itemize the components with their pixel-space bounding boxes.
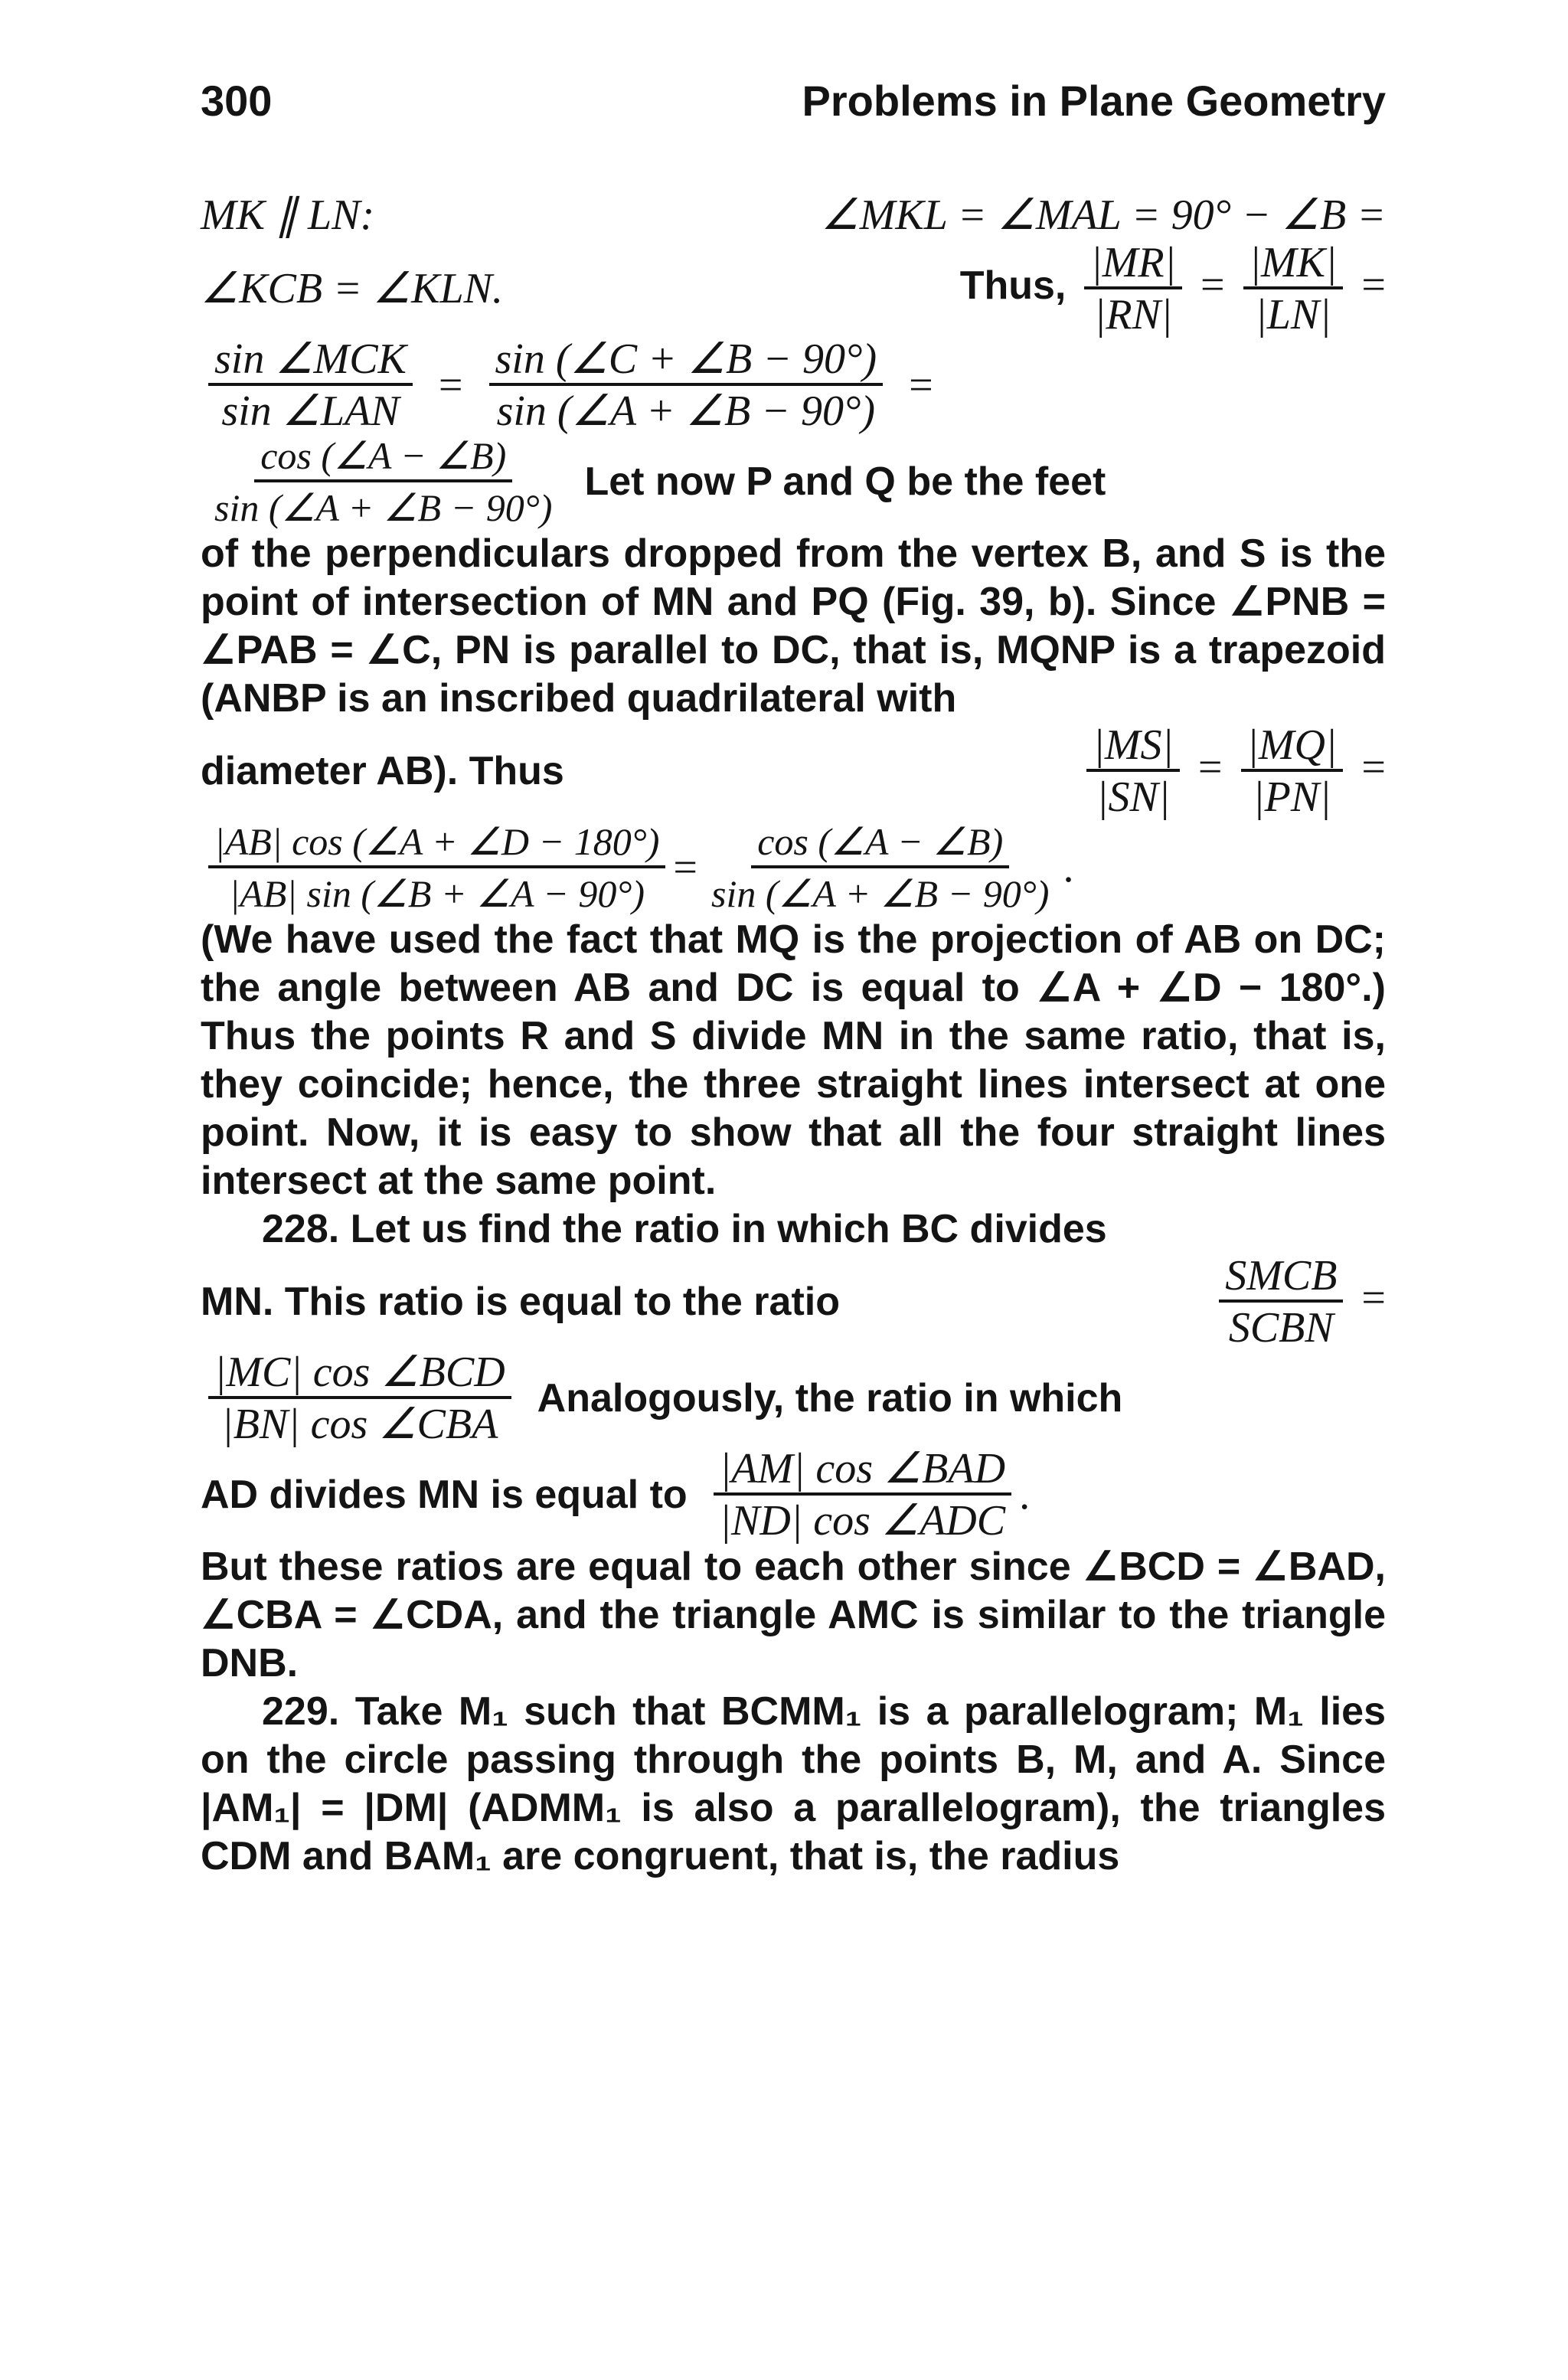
fraction-sin-mck: $\frac{\text{sin ∠MCK}}{\text{sin ∠LAN}}$	[208, 337, 413, 433]
eq4-text: Let now P and Q be the feet	[584, 459, 1106, 504]
eq7-text: MN. This ratio is equal to the ratio	[201, 1280, 840, 1324]
eq2-lhs: ∠KCB = ∠KLN.	[201, 265, 503, 312]
fraction-ab-cos: $\frac{|AB| \cos (\angle A + \angle D - 180^\circ)}{|AB| \sin (\angle B + \angle A - 90^\circ)}$	[208, 819, 665, 916]
running-title: Problems in Plane Geometry	[802, 77, 1386, 125]
fraction-am-nd: $\frac{\text{|AM| cos ∠BAD}}{\text{|ND| cos ∠ADC}}$	[714, 1447, 1011, 1543]
equation-line-3: $\frac{\text{sin ∠MCK}}{\text{sin ∠LAN}}$ = $\frac{\sin (\angle C + \angle B - 90^\circ)}{\sin (\angle A + \angle B - 90^\circ)}$ =	[201, 337, 1386, 433]
paragraph-1: of the perpendiculars dropped from the vertex B, and S is the point of intersection of MN and PQ (Fig. 39, b). Since ∠PNB = ∠PAB = ∠C, PN is parallel to DC, that is, MQNP is a trapezoid (ANBP is an inscribed quadrilateral with	[201, 531, 1386, 721]
fraction-s-mcb-cbn: $\frac{\text{SMCB}}{\text{SCBN}}$	[1219, 1254, 1343, 1350]
page-header	[201, 77, 1386, 130]
fraction-mq-pn: $\frac{|MQ|}{|PN|}$	[1241, 723, 1344, 819]
equation-line-7: MN. This ratio is equal to the ratio $\frac{\text{SMCB}}{\text{SCBN}}$ =	[201, 1252, 1386, 1352]
equation-line-8	[201, 1350, 1386, 1447]
fraction-cos-over-sin: $\frac{\cos (\angle A - \angle B)}{\sin (\angle A + \angle B - 90^\circ)}$	[711, 820, 1050, 915]
eq9-text: AD divides MN is equal to	[201, 1473, 688, 1517]
eq2-thus: Thus,	[959, 263, 1067, 308]
equation-line-9: AD divides MN is equal to $\frac{\text{|AM| cos ∠BAD}}{\text{|ND| cos ∠ADC}}$ .	[201, 1445, 1031, 1545]
eq8-text: Analogously, the ratio in which	[537, 1376, 1123, 1420]
fraction-cos-a-b: $\frac{\cos (\angle A - \angle B)}{\sin (\angle A + \angle B - 90^\circ)}$	[214, 434, 553, 529]
fraction-mr-rn: $\frac{|MR|}{|RN|}$	[1084, 240, 1182, 337]
paragraph-2: (We have used the fact that MQ is the projection of AB on DC; the angle between AB and DC is equal to ∠A + ∠D − 180°.) Thus the points R and S divide MN in the same ratio, that is, they coincide; hence, the three straight lines intersect at one point. Now, it is easy to show that all the four straight lines intersect at the same point.	[201, 917, 1386, 1203]
fraction-mk-ln: $\frac{|MK|}{|LN|}$	[1243, 240, 1344, 337]
equation-line-2: ∠KCB = ∠KLN. Thus, $\frac{|MR|}{|RN|}$ = $\frac{|MK|}{|LN|}$ =	[201, 239, 1386, 338]
fraction-ms-sn: $\frac{|MS|}{|SN|}$	[1086, 723, 1179, 819]
equation-line-4	[201, 433, 1386, 530]
eq5-text: diameter AB). Thus	[201, 749, 564, 793]
page-body	[201, 190, 1386, 1881]
paragraph-4: But these ratios are equal to each other since ∠BCD = ∠BAD, ∠CBA = ∠CDA, and the triangle AMC is similar to the triangle DNB.	[201, 1545, 1386, 1685]
page-number: 300	[201, 77, 273, 125]
paragraph-5: 229. Take M₁ such that BCMM₁ is a parallelogram; M₁ lies on the circle passing through the points B, M, and A. Since |AM₁| = |DM| (ADMM₁ is also a parallelogram), the triangles CDM and BAM₁ are congruent, that is, the radius	[201, 1689, 1386, 1878]
eq1-lhs: MK ∥ LN:	[201, 191, 375, 239]
fraction-mc-bn: $\frac{\text{|MC| cos ∠BCD}}{\text{|BN| cos ∠CBA}}$	[208, 1350, 511, 1447]
paragraph-3: 228. Let us find the ratio in which BC divides	[262, 1207, 1107, 1251]
eq1-rhs: ∠MKL = ∠MAL = 90° − ∠B =	[821, 191, 1386, 239]
equation-line-5: diameter AB). Thus $\frac{|MS|}{|SN|}$ = $\frac{|MQ|}{|PN|}$ =	[201, 721, 1386, 821]
equation-line-6: $\frac{|AB| \cos (\angle A + \angle D - 180^\circ)}{|AB| \sin (\angle B + \angle A - 90^\circ)}$ = $\frac{\cos (\angle A - \angle B)}{\sin (\angle A + \angle B - 90^\circ)}$ .	[201, 819, 1386, 916]
equation-line-1	[201, 190, 1386, 240]
fraction-sin-c-b: $\frac{\sin (\angle C + \angle B - 90^\circ)}{\sin (\angle A + \angle B - 90^\circ)}$	[489, 337, 884, 433]
